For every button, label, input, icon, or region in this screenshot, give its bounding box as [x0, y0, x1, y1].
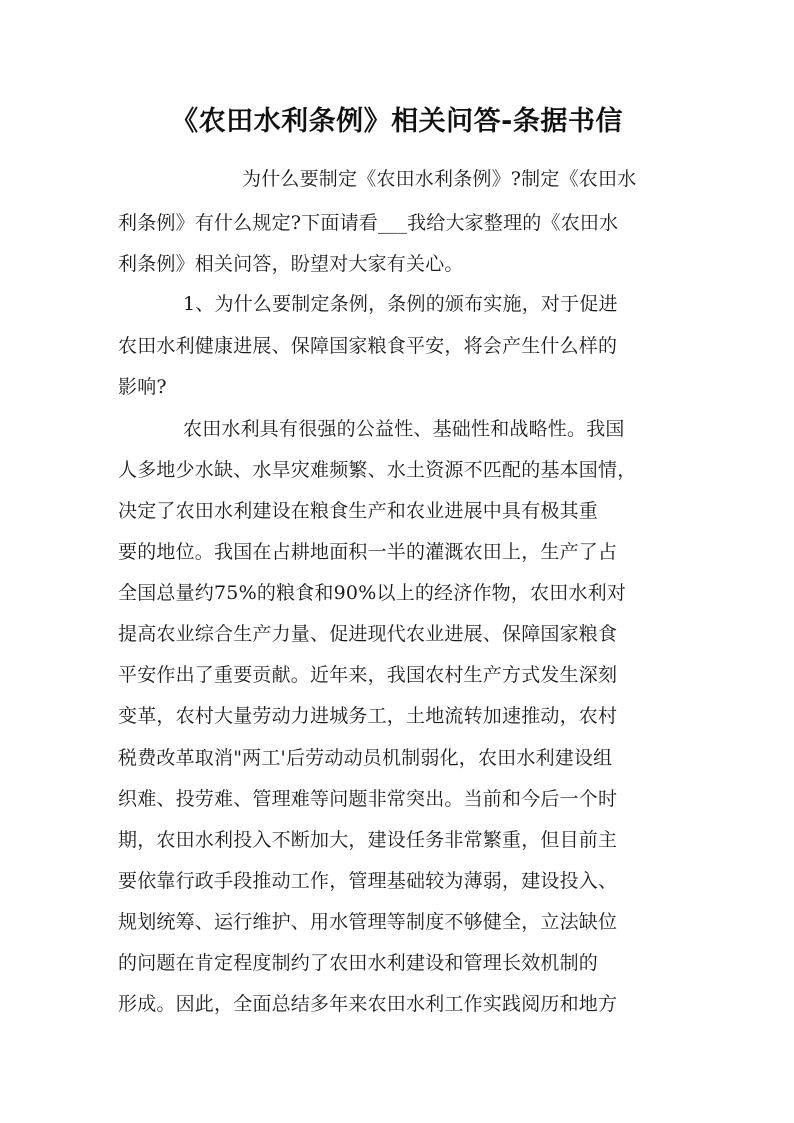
paragraph-line: 1、为什么要制定条例，条例的颁布实施，对于促进	[183, 293, 618, 315]
paragraph-line: 农田水利健康进展、保障国家粮食平安，将会产生什么样的	[118, 335, 618, 357]
paragraph-line: 变革，农村大量劳动力进城务工，土地流转加速推动，农村	[118, 705, 618, 727]
paragraph-line: 利条例》有什么规定?下面请看___我给大家整理的《农田水	[118, 212, 619, 234]
paragraph-line: 影响?	[118, 376, 167, 398]
document-title: 《农田水利条例》相关问答-条据书信	[171, 106, 623, 137]
paragraph-line: 织难、投劳难、管理难等问题非常突出。当前和今后一个时	[118, 788, 618, 810]
paragraph-line: 形成。因此，全面总结多年来农田水利工作实践阅历和地方	[118, 993, 618, 1015]
paragraph-line: 提高农业综合生产力量、促进现代农业进展、保障国家粮食	[118, 623, 618, 645]
paragraph-line: 农田水利具有很强的公益性、基础性和战略性。我国	[183, 418, 625, 440]
paragraph-line: 要的地位。我国在占耕地面积一半的灌溉农田上，生产了占	[118, 541, 618, 563]
paragraph-line: 的问题在肯定程度制约了农田水利建设和管理长效机制的	[118, 952, 599, 974]
paragraph-line: 决定了农田水利建设在粮食生产和农业进展中具有极其重	[118, 500, 599, 522]
paragraph-line: 利条例》相关问答，盼望对大家有关心。	[118, 253, 464, 275]
paragraph-line: 全国总量约75%的粮食和90%以上的经济作物，农田水利对	[118, 582, 627, 604]
paragraph-line: 人多地少水缺、水旱灾难频繁、水土资源不匹配的基本国情，	[118, 459, 637, 481]
paragraph-line: 规划统筹、运行维护、用水管理等制度不够健全，立法缺位	[118, 911, 618, 933]
paragraph-line: 要依靠行政手段推动工作，管理基础较为薄弱，建设投入、	[118, 870, 618, 892]
paragraph-line: 期，农田水利投入不断加大，建设任务非常繁重，但目前主	[118, 829, 618, 851]
paragraph-line: 平安作出了重要贡献。近年来，我国农村生产方式发生深刻	[118, 664, 618, 686]
paragraph-line: 为什么要制定《农田水利条例》?制定《农田水	[242, 168, 637, 190]
paragraph-line: 税费改革取消"两工'后劳动动员机制弱化，农田水利建设组	[118, 747, 613, 769]
